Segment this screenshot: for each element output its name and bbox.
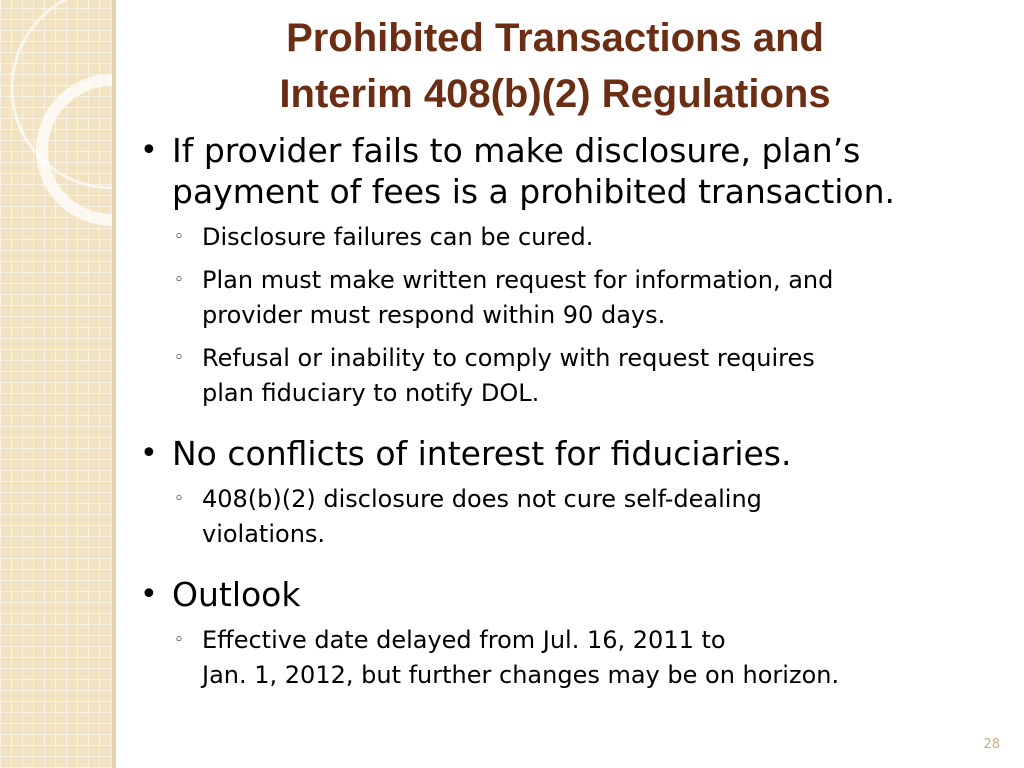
- decorative-sidebar: [0, 0, 112, 768]
- bullet-item: [140, 433, 1010, 474]
- bullet-item: [140, 130, 1010, 212]
- sub-bullet-item: [140, 263, 1010, 333]
- bullet-item: [140, 574, 1010, 615]
- bullet-marker: •: [140, 133, 158, 168]
- sub-bullet-item: [140, 341, 1010, 411]
- sub-bullet-text-line: plan fiduciary to notify DOL.: [202, 379, 540, 407]
- sub-bullet-text-line: Disclosure failures can be cured.: [202, 223, 594, 251]
- sub-bullet-item: [140, 623, 1010, 693]
- sub-bullet-text-line: provider must respond within 90 days.: [202, 301, 666, 329]
- sub-bullet-text-line: Effective date delayed from Jul. 16, 2011 to: [202, 626, 726, 654]
- sub-bullet-marker: ◦: [174, 489, 185, 509]
- sub-bullet-text-line: Refusal or inability to comply with request requires: [202, 344, 815, 372]
- sub-bullet-text-line: Plan must make written request for information, and: [202, 266, 834, 294]
- decorative-circles: [0, 0, 112, 768]
- bullet-text-line: If provider fails to make disclosure, plan’s: [172, 131, 861, 170]
- sub-bullet-marker: ◦: [174, 270, 185, 290]
- sub-bullet-marker: ◦: [174, 348, 185, 368]
- sub-bullet-item: [140, 482, 1010, 552]
- sub-bullet-item: [140, 220, 1010, 255]
- title-line-2: Interim 408(b)(2) Regulations: [279, 72, 831, 116]
- bullet-text-line: Outlook: [172, 575, 301, 614]
- sub-bullet-text-line: violations.: [202, 520, 326, 548]
- bullet-marker: •: [140, 436, 158, 471]
- title-line-1: Prohibited Transactions and: [286, 16, 824, 60]
- sub-bullet-marker: ◦: [174, 227, 185, 247]
- sidebar-edge: [112, 0, 116, 768]
- slide-content: [140, 130, 1010, 693]
- bullet-text-line: No conflicts of interest for fiduciaries.: [172, 434, 792, 473]
- bullet-marker: •: [140, 577, 158, 612]
- sub-bullet-marker: ◦: [174, 630, 185, 650]
- slide-title: [160, 10, 950, 122]
- slide-number: 28: [983, 737, 1000, 752]
- bullet-text-line: payment of fees is a prohibited transaction.: [172, 172, 896, 211]
- sub-bullet-text-line: Jan. 1, 2012, but further changes may be on horizon.: [202, 661, 840, 689]
- sub-bullet-text-line: 408(b)(2) disclosure does not cure self-dealing: [202, 485, 762, 513]
